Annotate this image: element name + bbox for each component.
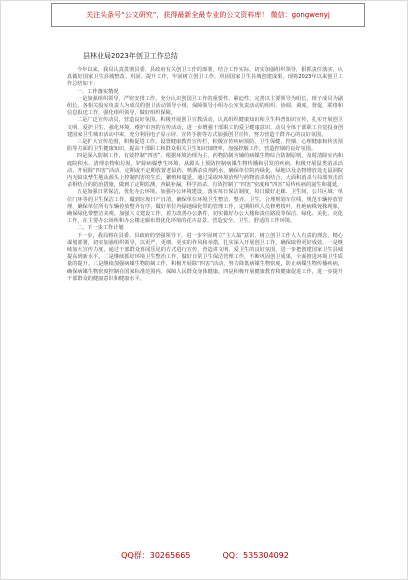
- footer: [1, 552, 408, 560]
- body-paragraph: 三是扩大宣传范围，积极促进工作。设置健康教育宣传栏，积极宣传疾病预防、卫生保健、控烟、心理健康和传害预防等方面的卫生健康知识，提高干部职工和群众相关卫生知识知晓率，加强控烟工作，营造控烟的良好氛围。: [67, 139, 343, 153]
- body-paragraph: 二是广泛宣传动员，营造良好氛围。积极开展创卫宣教活动，认真组织健康知识和卫生科普知识宣传，扎实开展创卫文明、爱护卫生、强化环境、维护市容的宣传活动，进一步增强干部职工的爱卫健康意识，动员全体干部职工自觉投身创建国家卫生城市活动中来，充分利用电子显示屏、宣传手册等方式加强创卫宣传，努力营造干群齐心的良好氛围。: [67, 117, 343, 138]
- body-paragraph: 一是加强组织领导，严密安排工作。充分认识创国卫工作的重要性、紧迫性，完善以主要领导为组长，班子成员为副组长，各相关股室负责人为成员的创卫活动领导小组，保障领导小组办公室负责活动的组织、协调、调度、督促，联络和信息报送工作，强化组织领导，做好组织保障。: [67, 95, 343, 117]
- body-paragraph: 今年以来，我局认真贯彻县委、县政府有关创卫工作的部署，结合工作实际，切实加强组织领导，狠抓责任落实，认真做好国家卫生县城整改、巩固、提升工作，牢固树立创卫工作，巩固国家卫生县城创建成果，现将2023年以来创卫工作总结如下：: [67, 67, 343, 88]
- body-paragraph: 下一步，我局将在县委、县政府的坚强领导下，进一步牢固树立“主人翁”意识，树立创卫工作人人有责的理念，精心谋划部署，切实加强组织领导，以更严、更细、更实的作风和举措，扎实深入开展创卫工作，确保取得更好成效。一是继续加大宣传力度，通过干部群众喜闻乐见的方式进行宣传，营造讲文明、爱卫生的良好氛围，进一步把创建国家卫生县城提高到新水平。二是继续抓好环境卫生整治工作，做好日常卫生保洁管理工作，不断巩固创卫成果，全面推进环境卫生质量的提升。三是继续加强病媒生物防制工作，积极开展除“四害”活动，努力降低病媒生物密度，防止病媒生物传播疾病，确保病媒生物密度控制在国家标准范围内，保障人民群众身体健康。四是积极开展健康教育和健康促进工作，进一步提升干部群众的健康意识和健康水平。: [67, 232, 343, 282]
- footer-qq: QQ：535304092: [222, 551, 289, 560]
- document-title: 县林业局2023年创卫工作总结: [83, 52, 178, 60]
- section-heading: 二、下一步工作计划: [76, 225, 124, 232]
- section-heading: 一、工作落实情况: [76, 88, 119, 95]
- body-paragraph: 五是加强日常保洁，优化办公环境。加强办公环境建设，落实每日保洁制度，每日做好走廊、卫生间、公共区域、单位门环等的卫生保洁工作，做到垃圾日产日清，确保单位环境卫生整洁、整齐。卫生、合理规划车位线，规范车辆停放管理，确保单位所有车辆停放整齐有序，做好单位内绿地绿化带的管理工作，定期组织人员修剪枝叶，杜绝病株死株现象，确保绿化带整洁美观。加强人文建设工作，着力改善办公条件，切实做好办公大楼和责任路段等保洁、绿化、美化、亮化工作，在主要办公场所和办公楼走廊布置优化环境的花卉盆景，营造安全、卫生、舒适的工作环境。: [67, 189, 343, 225]
- promo-banner: [51, 3, 365, 27]
- document-body: [67, 67, 343, 283]
- promo-banner-text: 关注头条号“公文研究”，获得最新全最专业的公文资料库！ 微信：gongwenyj: [86, 10, 330, 19]
- body-paragraph: 四是深入防制工作，有效控制“四害”。根据环境治理为主，药物防制为辅的病媒生物综合防制原则，及时清除室内和庭院积水、清理杂物和垃圾，铲除病媒孳生环境，从源头上预防控制病媒生物传播和引发的疾病。积极开展鼠类消杀活动，开展除“四害”活动，定期或不定期放置老鼠药、喷洒杀虫剂药水，确保单位院内绿化、绿地以及杂物堆放处无鼠洞院内无蚊虫孳生地从源头上控制四害的生长，繁殖和蔓延。通过采取环境治理与药物消杀相结合，大面积消杀与局部突击消杀相结合的防治措施，做到了定期监测，查缺补漏，科学消杀，有效控制了“四害”密度和“四害”易传疾病的滋生和蔓延。: [67, 153, 343, 189]
- footer-qq-group: QQ群：30265665: [121, 551, 191, 560]
